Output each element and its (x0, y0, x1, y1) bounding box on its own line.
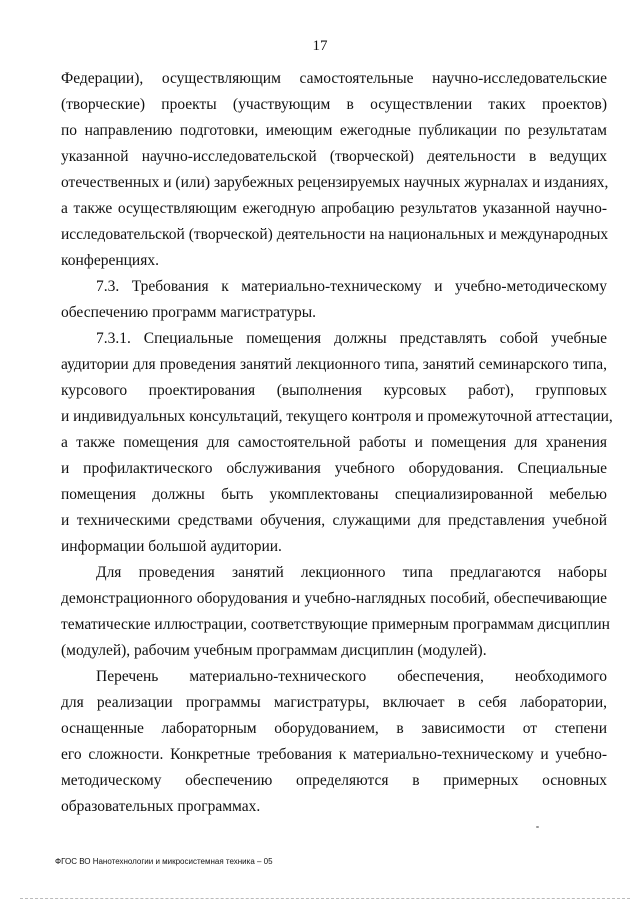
text-line: и профилактического обслуживания учебного оборудования. Специальные (61, 460, 607, 477)
text-line: информации большой аудитории. (61, 538, 282, 555)
text-line: конференциях. (61, 252, 159, 269)
scan-speck (536, 826, 539, 828)
scan-edge-rule (20, 898, 630, 899)
text-line: (творческие) проекты (участвующим в осуществлении таких проектов) (61, 96, 607, 113)
text-line: оснащенные лабораторным оборудованием, в зависимости от степени (61, 720, 607, 737)
text-line: и индивидуальных консультаций, текущего контроля и промежуточной аттестации, (61, 408, 613, 425)
text-line: отечественных и (или) зарубежных рецензируемых научных журналах и изданиях, (61, 174, 609, 191)
text-line: тематические иллюстрации, соответствующие примерным программам дисциплин (61, 616, 610, 633)
text-line: а также осуществляющим ежегодную апробацию результатов указанной научно- (61, 200, 607, 217)
text-line: Федерации), осуществляющим самостоятельные научно-исследовательские (61, 70, 607, 87)
text-line: а также помещения для самостоятельной работы и помещения для хранения (61, 434, 607, 451)
text-line: демонстрационного оборудования и учебно-наглядных пособий, обеспечивающие (61, 590, 607, 607)
text-line: курсового проектирования (выполнения курсовых работ), групповых (61, 382, 607, 399)
text-line: указанной научно-исследовательской (творческой) деятельности в ведущих (61, 148, 607, 165)
text-line: его сложности. Конкретные требования к материально-техническому и учебно- (61, 746, 607, 763)
text-line: (модулей), рабочим учебным программам дисциплин (модулей). (61, 642, 487, 659)
page-number: 17 (312, 38, 328, 54)
text-line: по направлению подготовки, имеющим ежегодные публикации по результатам (61, 122, 607, 139)
section-heading-7-3: 7.3. Требования к материально-техническому и учебно-методическому (96, 278, 607, 295)
text-line: методическому обеспечению определяются в примерных основных (61, 772, 607, 789)
text-line: для реализации программы магистратуры, включает в себя лаборатории, (61, 694, 607, 711)
text-line: обеспечению программ магистратуры. (61, 304, 317, 321)
text-line: и техническими средствами обучения, служащими для представления учебной (61, 512, 607, 529)
footer: ФГОС ВО Нанотехнологии и микросистемная техника – 05 (55, 857, 273, 866)
text-line: аудитории для проведения занятий лекционного типа, занятий семинарского типа, (61, 356, 607, 373)
text-line: образовательных программах. (61, 798, 261, 815)
paragraph-first-line: Для проведения занятий лекционного типа предлагаются наборы (96, 564, 607, 581)
paragraph-first-line: Перечень материально-технического обеспечения, необходимого (96, 668, 607, 685)
text-line: помещения должны быть укомплектованы специализированной мебелью (61, 486, 607, 503)
text-line: исследовательской (творческой) деятельности на национальных и международных (61, 226, 609, 243)
section-heading-7-3-1: 7.3.1. Специальные помещения должны представлять собой учебные (96, 330, 607, 347)
